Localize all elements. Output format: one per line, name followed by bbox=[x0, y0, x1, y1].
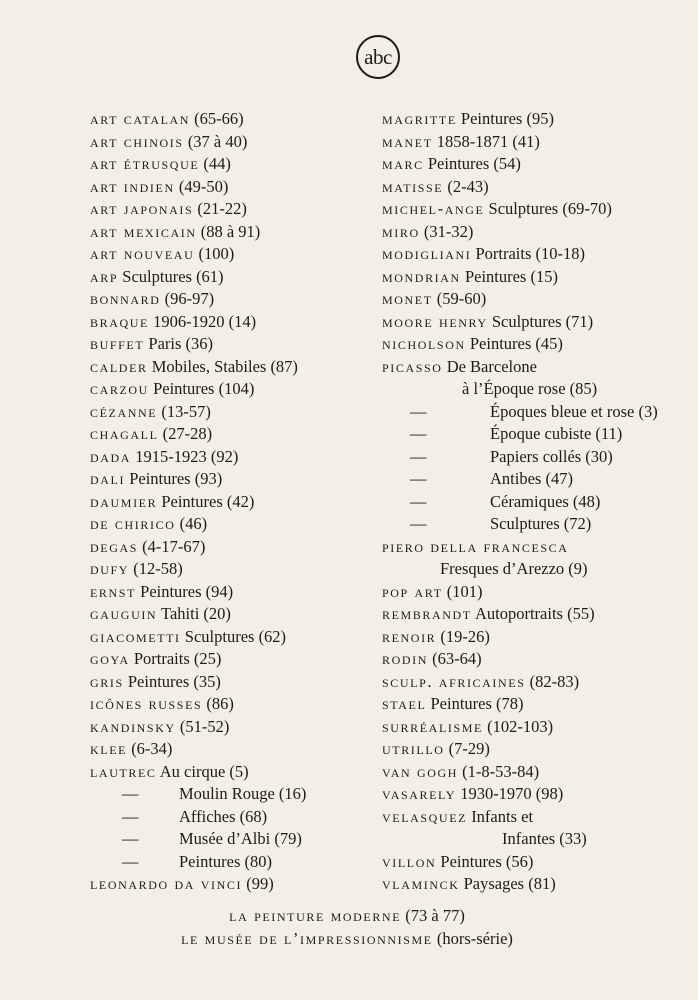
entry-detail: (86) bbox=[202, 694, 234, 713]
catalog-entry bbox=[90, 401, 360, 424]
entry-detail: Antibes (47) bbox=[490, 469, 573, 488]
entry-detail: Mobiles, Stabiles (87) bbox=[147, 356, 298, 376]
entry-detail: (96-97) bbox=[160, 289, 215, 308]
catalog-entry bbox=[382, 513, 682, 536]
catalog-entry bbox=[90, 378, 360, 401]
artist-name: piero della francesca bbox=[382, 536, 569, 556]
catalog-entry bbox=[90, 176, 360, 199]
entry-detail: (13-57) bbox=[157, 401, 211, 421]
entry-detail: (49-50) bbox=[174, 176, 229, 196]
catalog-entry bbox=[382, 581, 682, 604]
artist-name: cézanne bbox=[90, 401, 158, 421]
artist-name: art étrusque bbox=[90, 154, 200, 173]
catalog-entry bbox=[382, 423, 682, 446]
entry-detail: (100) bbox=[194, 244, 235, 263]
entry-detail: (7-29) bbox=[444, 739, 490, 758]
artist-name: sculp. africaines bbox=[382, 671, 526, 691]
ditto-dash: — bbox=[122, 829, 139, 848]
artist-name: renoir bbox=[382, 626, 437, 646]
artist-name: michel-ange bbox=[382, 199, 485, 218]
entry-detail: (59-60) bbox=[432, 289, 487, 308]
entry-detail: Peintures (15) bbox=[460, 266, 558, 286]
catalog-entry bbox=[90, 716, 360, 739]
catalog-entry bbox=[382, 108, 682, 131]
catalog-entry bbox=[90, 806, 360, 829]
artist-name: surréalisme bbox=[382, 716, 483, 736]
entry-detail: 1858-1871 (41) bbox=[432, 131, 540, 151]
catalog-entry bbox=[90, 243, 360, 266]
artist-name: modigliani bbox=[382, 244, 472, 263]
catalog-entry bbox=[382, 693, 682, 716]
artist-name: manet bbox=[382, 131, 433, 151]
catalog-entry bbox=[90, 356, 360, 379]
artist-name: braque bbox=[90, 311, 149, 331]
entry-detail: Paysages (81) bbox=[459, 874, 556, 893]
entry-detail: Autoportraits (55) bbox=[471, 604, 595, 623]
entry-detail: (31-32) bbox=[419, 221, 474, 241]
entry-detail: (65-66) bbox=[190, 109, 244, 128]
catalog-entry bbox=[382, 288, 682, 311]
artist-name: vasarely bbox=[382, 784, 457, 803]
catalog-entry bbox=[382, 221, 682, 244]
artist-name: art mexicain bbox=[90, 221, 197, 241]
entry-detail: Peintures (54) bbox=[423, 154, 521, 173]
artist-name: art indien bbox=[90, 176, 175, 196]
entry-detail: (6-34) bbox=[127, 739, 173, 758]
catalog-entry bbox=[382, 378, 682, 401]
artist-name: miro bbox=[382, 221, 420, 241]
artist-name: art nouveau bbox=[90, 244, 195, 263]
artist-name: dufy bbox=[90, 559, 130, 578]
entry-detail: Peintures (93) bbox=[125, 469, 223, 488]
entry-detail: (4-17-67) bbox=[138, 536, 206, 556]
catalog-entry bbox=[382, 603, 682, 626]
catalog-entry bbox=[382, 671, 682, 694]
catalog-entry bbox=[382, 851, 682, 874]
entry-detail: Peintures (78) bbox=[426, 694, 524, 713]
footer-line-2 bbox=[46, 928, 648, 951]
entry-detail: Sculptures (61) bbox=[118, 266, 224, 286]
entry-detail: (27-28) bbox=[158, 424, 213, 443]
artist-name: utrillo bbox=[382, 739, 445, 758]
entry-detail: (99) bbox=[242, 874, 274, 893]
catalog-entry bbox=[90, 648, 360, 671]
entry-detail: (51-52) bbox=[175, 716, 230, 736]
catalog-entry bbox=[90, 513, 360, 536]
catalog-entry bbox=[90, 468, 360, 491]
catalog-entry bbox=[90, 603, 360, 626]
artist-name: lautrec bbox=[90, 761, 157, 781]
artist-name: pop art bbox=[382, 581, 443, 601]
catalog-entry bbox=[382, 536, 682, 559]
catalog-entry bbox=[90, 311, 360, 334]
ditto-dash: — bbox=[410, 401, 427, 421]
catalog-entry bbox=[90, 153, 360, 176]
entry-detail: Portraits (10-18) bbox=[471, 244, 585, 263]
entry-detail: (44) bbox=[199, 154, 231, 173]
catalog-entry bbox=[90, 266, 360, 289]
catalog-entry bbox=[90, 626, 360, 649]
entry-detail: Époques bleue et rose (3) bbox=[490, 401, 658, 421]
artist-name: dada bbox=[90, 446, 132, 466]
catalog-entry bbox=[90, 536, 360, 559]
catalog-entry bbox=[382, 356, 682, 379]
entry-detail: Musée d’Albi (79) bbox=[179, 829, 302, 848]
entry-detail: Affiches (68) bbox=[179, 806, 268, 826]
footer-detail-1: (73 à 77) bbox=[401, 906, 465, 925]
entry-detail: (88 à 91) bbox=[196, 221, 261, 241]
artist-name: mondrian bbox=[382, 266, 461, 286]
catalog-entry bbox=[382, 468, 682, 491]
entry-detail: 1915-1923 (92) bbox=[131, 446, 239, 466]
catalog-entry bbox=[90, 446, 360, 469]
entry-detail: (46) bbox=[175, 514, 208, 533]
artist-name: dali bbox=[90, 469, 126, 488]
catalog-entry bbox=[382, 401, 682, 424]
artist-name: picasso bbox=[382, 356, 443, 376]
artist-name: moore henry bbox=[382, 311, 488, 331]
catalog-entry bbox=[382, 558, 682, 581]
catalog-entry bbox=[90, 131, 360, 154]
footer-detail-2: (hors-série) bbox=[432, 929, 513, 948]
artist-name: icônes russes bbox=[90, 694, 203, 713]
catalog-entry bbox=[90, 761, 360, 784]
entry-detail: (37 à 40) bbox=[183, 131, 248, 151]
artist-name: marc bbox=[382, 154, 424, 173]
entry-detail: (101) bbox=[442, 581, 483, 601]
entry-detail: (12-58) bbox=[129, 559, 183, 578]
catalog-entry bbox=[90, 851, 360, 874]
entry-detail: (63-64) bbox=[428, 649, 482, 668]
catalog-entry bbox=[382, 491, 682, 514]
artist-name: bonnard bbox=[90, 289, 161, 308]
footer-title-2: le musée de l’impressionnisme bbox=[181, 929, 433, 948]
artist-name: art catalan bbox=[90, 109, 191, 128]
entry-continuation: à l’Époque rose (85) bbox=[462, 379, 598, 398]
artist-name: rodin bbox=[382, 649, 428, 668]
artist-name: chagall bbox=[90, 424, 159, 443]
artist-name: magritte bbox=[382, 109, 457, 128]
entry-detail: 1930-1970 (98) bbox=[456, 784, 564, 803]
catalog-entry bbox=[90, 581, 360, 604]
ditto-dash: — bbox=[410, 469, 427, 488]
catalog-entry bbox=[382, 446, 682, 469]
catalog-entry bbox=[90, 738, 360, 761]
catalog-entry bbox=[382, 153, 682, 176]
entry-detail: Moulin Rouge (16) bbox=[179, 784, 307, 803]
artist-name: giacometti bbox=[90, 626, 181, 646]
entry-detail: Paris (36) bbox=[144, 334, 214, 353]
artist-name: ernst bbox=[90, 581, 137, 601]
artist-name: rembrandt bbox=[382, 604, 472, 623]
entry-continuation: Fresques d’Arezzo (9) bbox=[440, 559, 588, 578]
catalog-entry bbox=[382, 198, 682, 221]
catalog-entry bbox=[382, 266, 682, 289]
catalog-entry bbox=[382, 828, 682, 851]
artist-name: art japonais bbox=[90, 199, 194, 218]
artist-name: kandinsky bbox=[90, 716, 176, 736]
artist-name: gauguin bbox=[90, 604, 158, 623]
artist-name: art chinois bbox=[90, 131, 184, 151]
catalog-entry bbox=[90, 693, 360, 716]
ditto-dash: — bbox=[122, 851, 139, 871]
entry-detail: Papiers collés (30) bbox=[490, 446, 613, 466]
artist-name: de chirico bbox=[90, 514, 176, 533]
catalog-entry bbox=[382, 176, 682, 199]
entry-detail: Peintures (94) bbox=[136, 581, 234, 601]
catalog-entry bbox=[382, 806, 682, 829]
catalog-entry bbox=[90, 288, 360, 311]
artist-name: van gogh bbox=[382, 761, 459, 781]
entry-detail: Peintures (95) bbox=[456, 109, 554, 128]
entry-detail: (19-26) bbox=[436, 626, 490, 646]
catalog-entry bbox=[382, 131, 682, 154]
catalog-entry bbox=[90, 221, 360, 244]
ditto-dash: — bbox=[410, 424, 427, 443]
artist-name: leonardo da vinci bbox=[90, 874, 243, 893]
artist-name: arp bbox=[90, 266, 119, 286]
entry-detail: Sculptures (72) bbox=[490, 514, 592, 533]
entry-detail: Peintures (56) bbox=[436, 851, 534, 871]
abc-logo: abc bbox=[356, 35, 400, 79]
artist-name: degas bbox=[90, 536, 139, 556]
catalog-entry bbox=[90, 198, 360, 221]
catalog-entry bbox=[90, 558, 360, 581]
entry-detail: Céramiques (48) bbox=[490, 491, 601, 511]
entry-detail: (2-43) bbox=[443, 176, 489, 196]
footer-line-1 bbox=[46, 905, 648, 928]
left-column bbox=[90, 108, 360, 896]
catalog-entry bbox=[382, 716, 682, 739]
entry-continuation: Infantes (33) bbox=[502, 829, 587, 848]
entry-detail: (102-103) bbox=[482, 716, 554, 736]
catalog-entry bbox=[382, 783, 682, 806]
entry-detail: 1906-1920 (14) bbox=[148, 311, 257, 331]
entry-detail: Peintures (35) bbox=[123, 671, 221, 691]
catalog-entry bbox=[382, 243, 682, 266]
artist-name: calder bbox=[90, 356, 148, 376]
footer-title-1: la peinture moderne bbox=[229, 906, 402, 925]
artist-name: monet bbox=[382, 289, 433, 308]
artist-name: klee bbox=[90, 739, 128, 758]
entry-detail: (82-83) bbox=[525, 671, 580, 691]
entry-detail: (21-22) bbox=[193, 199, 247, 218]
artist-name: carzou bbox=[90, 379, 149, 398]
catalog-entry bbox=[382, 761, 682, 784]
artist-name: daumier bbox=[90, 491, 158, 511]
ditto-dash: — bbox=[410, 491, 427, 511]
catalog-entry bbox=[90, 333, 360, 356]
artist-name: goya bbox=[90, 649, 130, 668]
entry-detail: Sculptures (62) bbox=[180, 626, 287, 646]
ditto-dash: — bbox=[410, 514, 427, 533]
catalog-entry bbox=[90, 108, 360, 131]
entry-detail: Peintures (80) bbox=[179, 851, 273, 871]
ditto-dash: — bbox=[410, 446, 427, 466]
entry-detail: Sculptures (69-70) bbox=[484, 199, 612, 218]
catalog-entry bbox=[90, 783, 360, 806]
entry-detail: Infants et bbox=[467, 806, 534, 826]
artist-name: buffet bbox=[90, 334, 145, 353]
artist-name: velasquez bbox=[382, 806, 468, 826]
entry-detail: Peintures (42) bbox=[157, 491, 255, 511]
catalog-entry bbox=[382, 873, 682, 896]
artist-name: vlaminck bbox=[382, 874, 460, 893]
artist-name: stael bbox=[382, 694, 427, 713]
ditto-dash: — bbox=[122, 784, 139, 803]
catalog-entry bbox=[90, 491, 360, 514]
ditto-dash: — bbox=[122, 806, 139, 826]
entry-detail: De Barcelone bbox=[442, 356, 537, 376]
catalog-entry bbox=[90, 671, 360, 694]
entry-detail: Au cirque (5) bbox=[156, 761, 249, 781]
catalog-entry bbox=[90, 873, 360, 896]
entry-detail: Époque cubiste (11) bbox=[490, 424, 623, 443]
catalog-entry bbox=[382, 738, 682, 761]
entry-detail: Peintures (104) bbox=[148, 379, 255, 398]
catalog-entry bbox=[382, 333, 682, 356]
artist-name: matisse bbox=[382, 176, 444, 196]
catalog-entry bbox=[90, 423, 360, 446]
entry-detail: Sculptures (71) bbox=[487, 311, 594, 331]
artist-name: gris bbox=[90, 671, 124, 691]
entry-detail: Portraits (25) bbox=[129, 649, 222, 668]
entry-detail: (1-8-53-84) bbox=[458, 761, 540, 781]
catalog-entry bbox=[90, 828, 360, 851]
artist-name: villon bbox=[382, 851, 437, 871]
catalog-entry bbox=[382, 311, 682, 334]
right-column bbox=[382, 108, 682, 896]
catalog-entry bbox=[382, 626, 682, 649]
catalog-entry bbox=[382, 648, 682, 671]
artist-name: nicholson bbox=[382, 334, 466, 353]
entry-detail: Peintures (45) bbox=[465, 334, 563, 353]
entry-detail: Tahiti (20) bbox=[157, 604, 231, 623]
